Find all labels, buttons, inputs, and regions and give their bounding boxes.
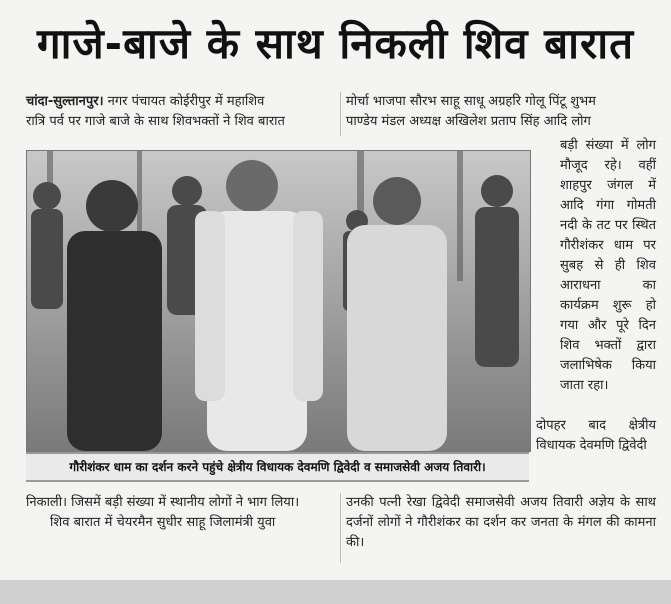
right-column-2	[536, 416, 656, 456]
bottom-left-text-2: शिव बारात में चेयरमैन सुधीर साहू जिलामंत्री युवा	[50, 515, 276, 530]
col2-line-2: पाण्डेय मंडल अध्यक्ष अखिलेश प्रताप सिंह आदि लोग	[346, 114, 591, 129]
photo-illustration	[27, 151, 530, 451]
right-column-text-2: दोपहर बाद क्षेत्रीय विधायक देवमणि द्विवेदी	[536, 418, 656, 453]
page-bottom-band	[0, 580, 671, 604]
right-column-text: बड़ी संख्या में लोग मौजूद रहे। वहीं शाहपुर जंगल में आदि गंगा गोमती नदी के तट पर स्थित गौरीशंकर धाम पर सुबह से ही शिव आराधना का कार्यक्रम शुरू हो गया और पूरे दिन शिव भक्तों द्वारा जलाभिषेक किया जाता रहा।	[560, 138, 656, 393]
column-divider-bottom	[340, 493, 341, 563]
bottom-right-column	[346, 493, 656, 553]
col2-line-1: मोर्चा भाजपा सौरभ साहू साधू अग्रहरि गोलू पिंटू शुभम	[346, 94, 596, 109]
intro-line-1	[26, 92, 336, 112]
intro-text-1: नगर पंचायत कोईरीपुर में महाशिव	[107, 94, 265, 109]
bottom-left-column	[26, 493, 331, 533]
column-divider-top	[340, 92, 341, 136]
photo-caption: गौरीशंकर धाम का दर्शन करने पहुंचे क्षेत्रीय विधायक देवमणि द्विवेदी व समाजसेवी अजय तिवारी।	[26, 452, 529, 482]
news-photo	[26, 150, 531, 452]
intro-line-2: रात्रि पर्व पर गाजे बाजे के साथ शिवभक्तों ने शिव बारात	[26, 114, 285, 129]
bottom-left-text: निकाली। जिसमें बड़ी संख्या में स्थानीय लोगों ने भाग लिया।	[26, 495, 300, 510]
bottom-right-text: उनकी पत्नी रेखा द्विवेदी समाजसेवी अजय तिवारी अज्ञेय के साथ दर्जनों लोगों ने गौरीशंकर का दर्शन कर जनता के मंगल की कामना की।	[346, 495, 656, 550]
dateline: चांदा-सुल्तानपुर।	[26, 94, 104, 109]
right-column	[560, 136, 656, 396]
headline: गाजे-बाजे के साथ निकली शिव बारात	[36, 19, 635, 68]
